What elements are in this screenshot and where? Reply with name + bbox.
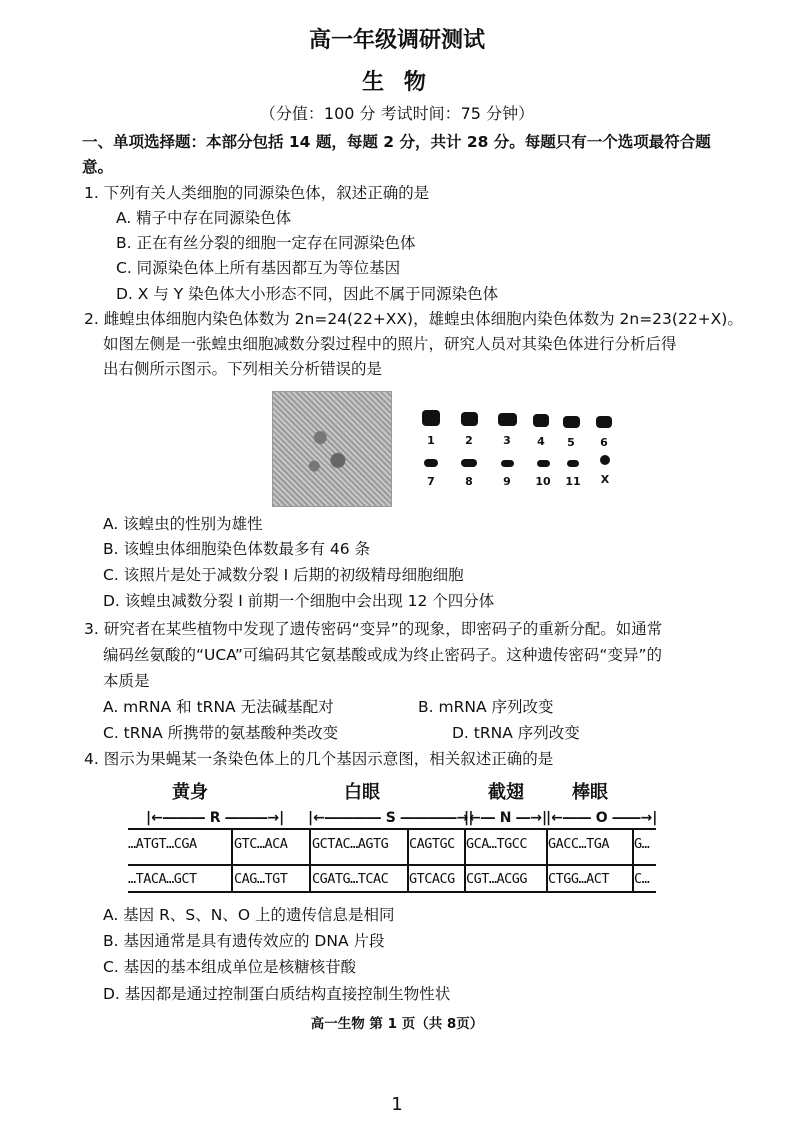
gene-name-yellow-body: 黄身 [172, 782, 208, 803]
q3-option-a: A. mRNA 和 tRNA 无法碱基配对 [103, 698, 334, 716]
bottom-seq-1: …TACA…GCT [128, 871, 197, 887]
top-seq-3: GCTAC…AGTG [312, 836, 389, 852]
chromosome-1: 1 [416, 410, 446, 447]
q2-option-a: A. 该蝗虫的性别为雄性 [103, 515, 263, 533]
top-seq-2: GTC…ACA [234, 836, 288, 852]
q4-option-c: C. 基因的基本组成单位是核糖核苷酸 [103, 958, 357, 976]
top-seq-7: G… [634, 836, 650, 852]
dna-bottom-line [128, 891, 656, 893]
top-seq-6: GACC…TGA [548, 836, 610, 852]
chromosome-7: 7 [416, 452, 446, 488]
bottom-seq-7: C… [634, 871, 650, 887]
q3-stem-line2: 编码丝氨酸的“UCA”可编码其它氨基酸或成为终止密码子。这种遗传密码“变异”的 [103, 646, 662, 664]
chromosome-9: 9 [492, 452, 522, 488]
q1-option-b: B. 正在有丝分裂的细胞一定存在同源染色体 [116, 234, 416, 252]
gene-name-bar-eye: 棒眼 [572, 782, 608, 803]
chromosome-11: 11 [558, 452, 588, 488]
top-seq-5: GCA…TGCC [466, 836, 528, 852]
q2-option-d: D. 该蝗虫减数分裂 I 前期一个细胞中会出现 12 个四分体 [103, 592, 495, 610]
q1-stem: 1. 下列有关人类细胞的同源染色体，叙述正确的是 [84, 184, 430, 202]
chromosome-3: 3 [492, 411, 522, 447]
bottom-seq-2: CAG…TGT [234, 871, 288, 887]
chromosome-5: 5 [556, 413, 586, 449]
gene-name-white-eye: 白眼 [344, 782, 380, 803]
q2-option-b: B. 该蝗虫体细胞染色体数最多有 46 条 [103, 540, 371, 558]
q1-option-d: D. X 与 Y 染色体大小形态不同，因此不属于同源染色体 [116, 285, 499, 303]
q3-option-c: C. tRNA 所携带的氨基酸种类改变 [103, 724, 339, 742]
q2-option-c: C. 该照片是处于减数分裂 I 后期的初级精母细胞细胞 [103, 566, 464, 584]
dna-middle-line [128, 864, 656, 866]
top-seq-1: …ATGT…CGA [128, 836, 197, 852]
gene-span-n: |←― N ―→| [464, 810, 548, 826]
q4-option-b: B. 基因通常是具有遗传效应的 DNA 片段 [103, 932, 385, 950]
q3-option-b: B. mRNA 序列改变 [418, 698, 554, 716]
q1-option-a: A. 精子中存在同源染色体 [116, 209, 292, 227]
q3-stem-line1: 3. 研究者在某些植物中发现了遗传密码“变异”的现象，即密码子的重新分配。如通常 [84, 620, 663, 638]
chromosome-6: 6 [589, 413, 619, 449]
bottom-seq-5: CGT…ACGG [466, 871, 528, 887]
gene-span-o: |←―― O ――→| [546, 810, 658, 826]
q2-stem-line1: 2. 雌蝗虫体细胞内染色体数为 2n=24(22+XX)，雄蝗虫体细胞内染色体数为 2n=23(22+X)。 [84, 310, 743, 328]
bottom-seq-6: CTGG…ACT [548, 871, 610, 887]
dna-top-line [128, 828, 656, 830]
chromosome-10: 10 [528, 452, 558, 488]
bottom-seq-4: GTCACG [409, 871, 455, 887]
q4-option-a: A. 基因 R、S、N、O 上的遗传信息是相同 [103, 906, 395, 924]
page-number: 1 [391, 1094, 403, 1115]
meiosis-photo [272, 391, 392, 507]
chromosome-8: 8 [454, 452, 484, 488]
exam-title: 高一年级调研测试 [308, 28, 485, 53]
q2-stem-line3: 出右侧所示图示。下列相关分析错误的是 [103, 360, 383, 378]
gene-diagram [128, 778, 658, 893]
chromosome-x: X [590, 450, 620, 486]
gene-name-cut-wing: 截翅 [488, 782, 524, 803]
q3-option-d: D. tRNA 序列改变 [452, 724, 580, 742]
page-info-footer: 高一生物 第 1 页（共 8页） [310, 1016, 484, 1032]
chromosome-2: 2 [454, 411, 484, 447]
q4-stem: 4. 图示为果蝇某一条染色体上的几个基因示意图，相关叙述正确的是 [84, 750, 554, 768]
subject-title: 生 物 [362, 70, 432, 95]
bottom-seq-3: CGATG…TCAC [312, 871, 389, 887]
chromosome-4: 4 [526, 412, 556, 448]
section-heading-line2: 意。 [82, 158, 114, 176]
exam-meta: （分值：100 分 考试时间：75 分钟） [259, 104, 535, 123]
q1-option-c: C. 同源染色体上所有基因都互为等位基因 [116, 259, 401, 277]
q4-option-d: D. 基因都是通过控制蛋白质结构直接控制生物性状 [103, 985, 451, 1003]
gene-span-r: |←――― R ―――→| [146, 810, 285, 826]
top-seq-4: CAGTGC [409, 836, 455, 852]
gene-span-s: |←―――― S ――――→| [308, 810, 474, 826]
q2-stem-line2: 如图左侧是一张蝗虫细胞减数分裂过程中的照片，研究人员对其染色体进行分析后得 [103, 335, 677, 353]
section-heading-line1: 一、单项选择题：本部分包括 14 题，每题 2 分，共计 28 分。每题只有一个选项最符合题 [82, 133, 711, 151]
q3-stem-line3: 本质是 [103, 672, 150, 690]
